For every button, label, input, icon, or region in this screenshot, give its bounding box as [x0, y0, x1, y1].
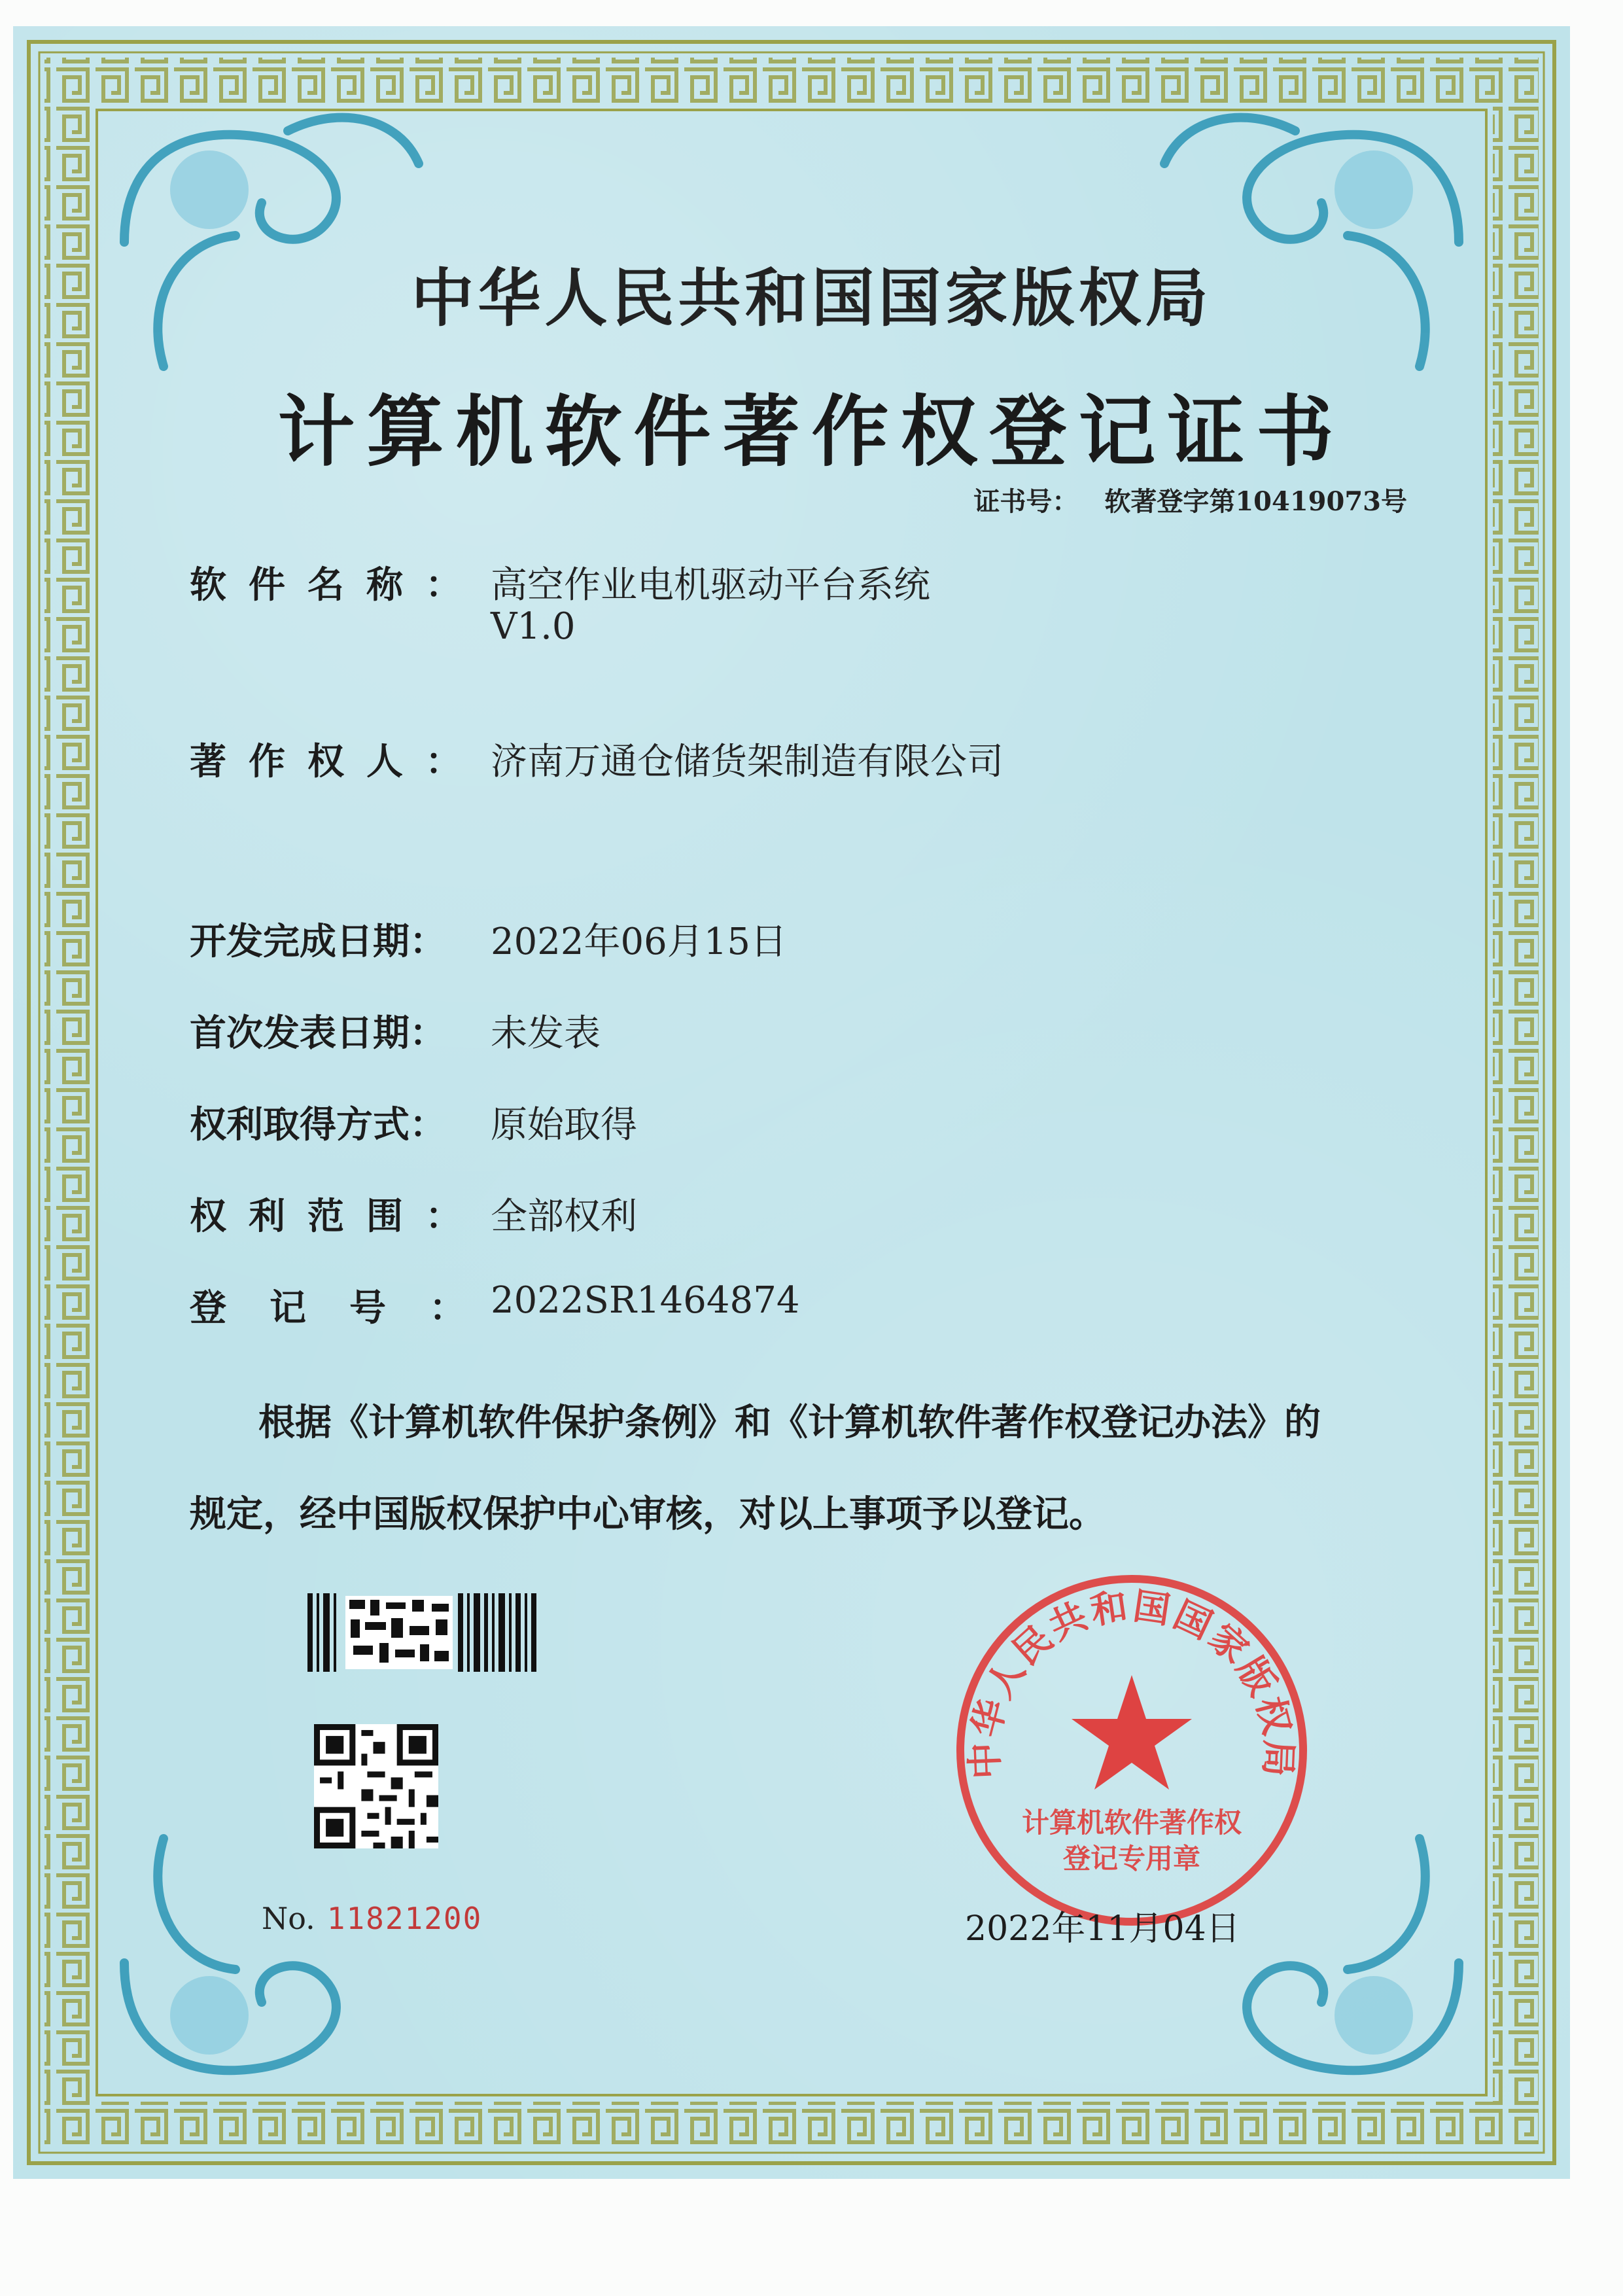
- registration-number-value: 2022SR1464874: [491, 1279, 800, 1322]
- completion-date-label: 开发完成日期：: [190, 920, 446, 963]
- serial-number: 11821200: [326, 1901, 483, 1936]
- acquisition-value: 原始取得: [491, 1104, 637, 1146]
- software-name-value: 高空作业电机驱动平台系统: [491, 564, 930, 607]
- owner-label: 著作权人：: [190, 740, 484, 783]
- first-publish-value: 未发表: [491, 1012, 601, 1055]
- official-seal: [949, 1567, 1315, 1934]
- certificate-serial: [262, 1901, 482, 1936]
- qr-code: [314, 1724, 438, 1848]
- seal-inner-line-2: 登记专用章: [1062, 1843, 1201, 1875]
- seal-ring-text: 中华人民共和国国家版权局: [964, 1585, 1300, 1780]
- first-publish-label: 首次发表日期：: [190, 1012, 446, 1055]
- software-name-label: 软件名称：: [190, 563, 484, 607]
- certificate-title: 计算机软件著作权登记证书: [277, 386, 1346, 477]
- seal-inner-line-1: 计算机软件著作权: [1021, 1807, 1242, 1839]
- issuing-authority: 中华人民共和国国家版权局: [411, 262, 1212, 335]
- certificate-number: [973, 481, 1407, 518]
- statement-line-1: 根据《计算机软件保护条例》和《计算机软件著作权登记办法》的: [258, 1401, 1321, 1444]
- serial-label: No.: [262, 1901, 315, 1936]
- software-version-value: V1.0: [491, 605, 576, 648]
- scope-value: 全部权利: [491, 1195, 637, 1238]
- barcode: [307, 1593, 536, 1672]
- owner-value: 济南万通仓储货架制造有限公司: [491, 741, 1003, 783]
- certificate-number-label: 证书号：: [973, 486, 1079, 517]
- scope-label: 权利范围：: [190, 1195, 484, 1238]
- acquisition-label: 权利取得方式：: [190, 1103, 446, 1146]
- statement-line-2: 规定，经中国版权保护中心审核，对以上事项予以登记。: [190, 1492, 1106, 1536]
- certificate-number-value: 软著登字第10419073号: [1104, 486, 1407, 517]
- completion-date-value: 2022年06月15日: [491, 921, 788, 963]
- registration-number-label: 登记号：: [190, 1286, 509, 1330]
- issue-date: 2022年11月04日: [965, 1909, 1240, 1949]
